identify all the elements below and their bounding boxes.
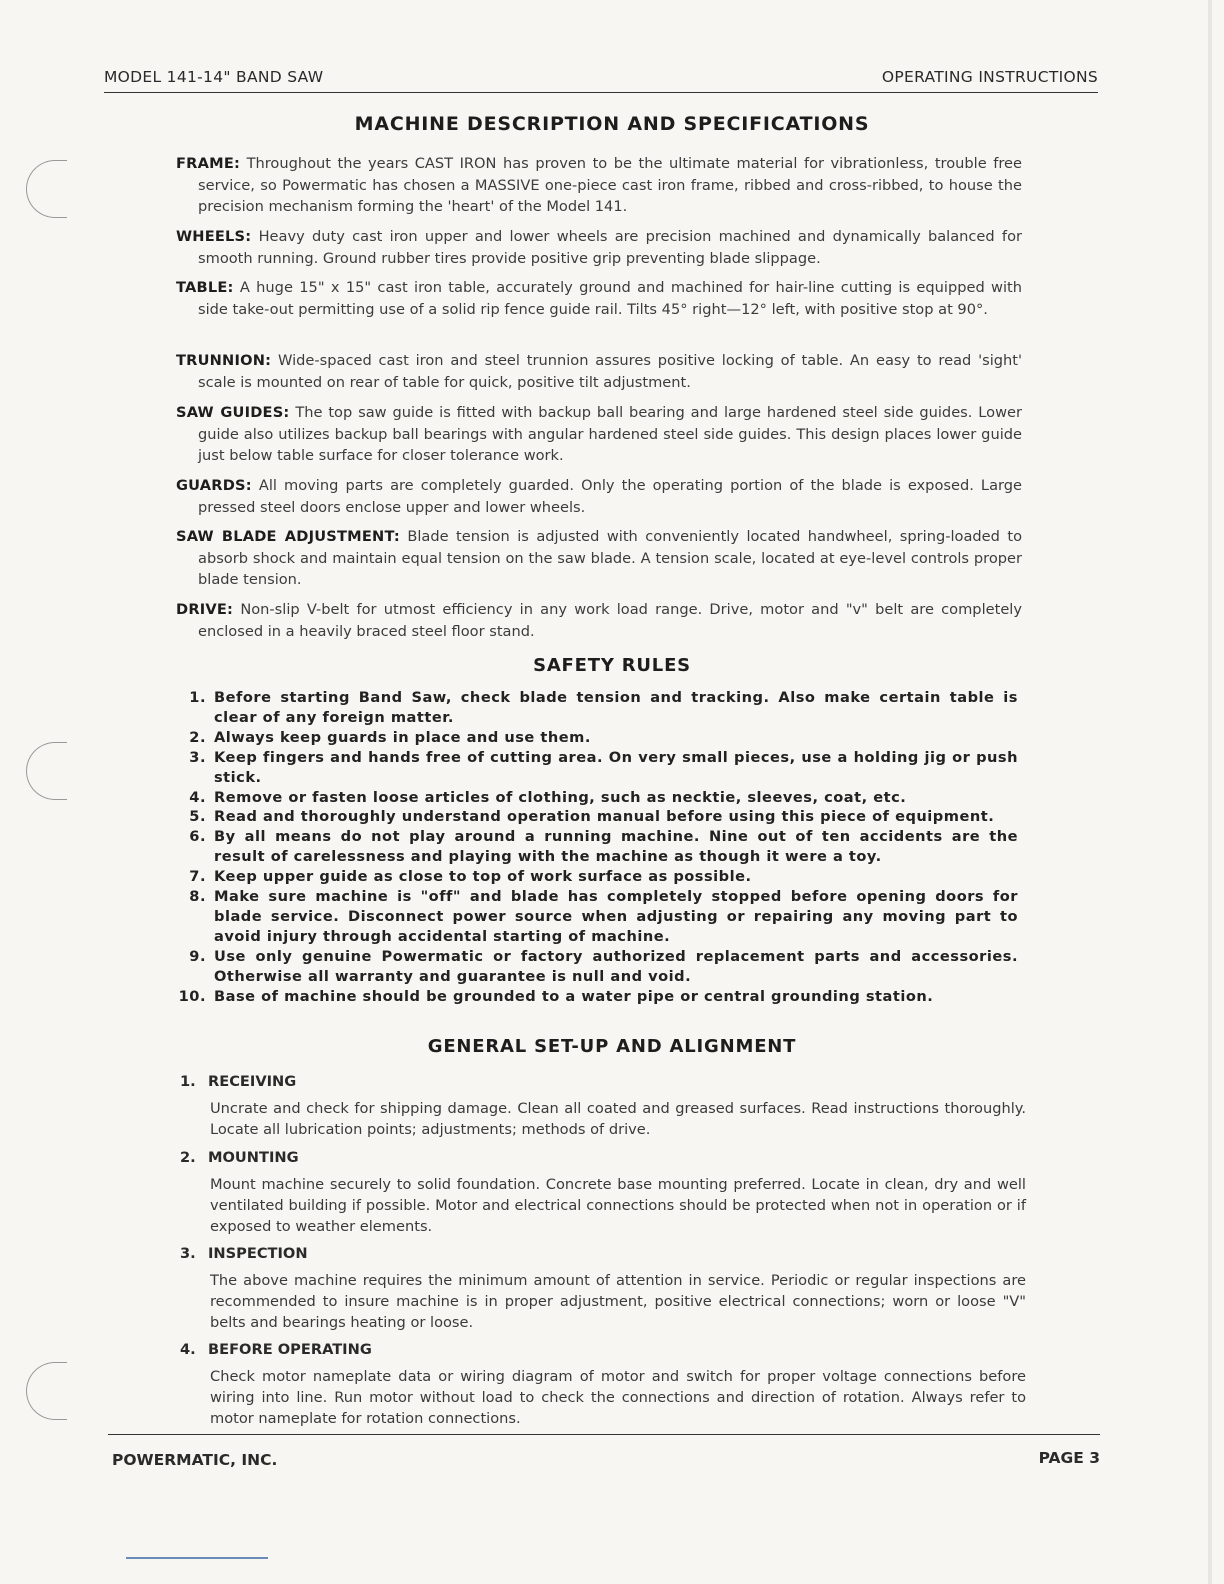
setup-inspection: 3. INSPECTION The above machine requires the minimum amount of attention in service. Periodic or regular inspections are recommended to insure machine is in proper adjustment, positive electrical connections; worn or loose "V" belts and bearings heating or loose. [180,1245,1026,1331]
safety-rules-heading: SAFETY RULES [533,655,691,676]
punch-hole [26,160,67,218]
punch-hole [26,1362,67,1420]
safety-rule: 2. Always keep guards in place and use them. [189,728,591,746]
safety-rule: 10. Base of machine should be grounded to a water pipe or central grounding station. [178,987,934,1005]
spec-wheels: WHEELS: Heavy duty cast iron upper and lower wheels are precision machined and dynamically balanced for smooth running. Ground rubber tires provide positive grip preventing blade slippage. [176,228,1022,267]
setup-receiving: 1. RECEIVING Uncrate and check for shipping damage. Clean all coated and greased surfaces. Read instructions thoroughly. Locate all lubrication points; adjustments; methods of drive. [180,1073,1026,1138]
setup-mounting: 2. MOUNTING Mount machine securely to solid foundation. Concrete base mounting preferred. Locate in clean, dry and well ventilated building if possible. Motor and electrical connections should be protected when not in operation or if exposed to weather elements. [180,1149,1026,1235]
safety-rule: 7. Keep upper guide as close to top of work surface as possible. [189,868,752,886]
spec-blade-adjustment: SAW BLADE ADJUSTMENT: Blade tension is adjusted with conveniently located handwheel, spring-loaded to absorb shock and maintain equal tension on the saw blade. A tension scale, located at eye-level controls proper blade tension. [176,528,1022,588]
setup-before-operating: 4. BEFORE OPERATING Check motor nameplate data or wiring diagram of motor and switch for proper voltage connections before wiring into line. Run motor without load to check the connections and direction of rotation. Always refer to motor nameplate for rotation connections. [180,1341,1026,1427]
safety-rule: 3. Keep fingers and hands free of cutting area. On very small pieces, use a holding jig or push stick. [189,748,1018,786]
machine-description-heading: MACHINE DESCRIPTION AND SPECIFICATIONS [354,113,870,135]
punch-hole [26,742,67,800]
spec-table: TABLE: A huge 15" x 15" cast iron table, accurately ground and machined for hair-line cutting is equipped with side take-out permitting use of a solid rip fence guide rail. Tilts 45° right—12° left, with positive stop at 90°. [176,279,1022,318]
safety-rules-list [168,688,1018,1007]
model-title: MODEL 141-14" BAND SAW [104,68,324,86]
safety-rule: 5. Read and thoroughly understand operation manual before using this piece of equipment. [189,808,995,826]
spec-guards: GUARDS: All moving parts are completely guarded. Only the operating portion of the blade is exposed. Large pressed steel doors enclose upper and lower wheels. [176,477,1022,516]
spec-drive: DRIVE: Non-slip V-belt for utmost efficiency in any work load range. Drive, motor and "v" belt are completely enclosed in a heavily braced steel floor stand. [176,601,1022,640]
scan-line [126,1557,268,1559]
safety-rule: 9. Use only genuine Powermatic or factory authorized replacement parts and accessories. Otherwise all warranty and guarantee is null and void. [189,947,1018,985]
page-footer [108,1434,1100,1475]
spec-saw-guides: SAW GUIDES: The top saw guide is fitted with backup ball bearing and large hardened steel side guides. Lower guide also utilizes backup ball bearings with angular hardened steel side guides. This design places lower guide just below table surface for closer tolerance work. [176,404,1023,464]
section-title: OPERATING INSTRUCTIONS [881,68,1098,86]
setup-heading: GENERAL SET-UP AND ALIGNMENT [427,1036,797,1057]
safety-rule: 6. By all means do not play around a running machine. Nine out of ten accidents are the result of carelessness and playing with the machine as though it were a toy. [189,828,1018,866]
page-edge [1208,0,1212,1584]
safety-rule: 4. Remove or fasten loose articles of clothing, such as necktie, sleeves, coat, etc. [189,788,907,806]
spec-trunnion: TRUNNION: Wide-spaced cast iron and steel trunnion assures positive locking of table. An easy to read 'sight' scale is mounted on rear of table for quick, positive tilt adjustment. [176,352,1022,391]
safety-rule: 8. Make sure machine is "off" and blade has completely stopped before opening doors for blade service. Disconnect power source when adjusting or repairing any moving part to avoid injury through accidental starting of machine. [189,888,1018,945]
page-number: PAGE 3 [1038,1449,1100,1467]
safety-rule: 1. Before starting Band Saw, check blade tension and tracking. Also make certain table is clear of any foreign matter. [189,689,1018,726]
company-name: POWERMATIC, INC. [112,1451,278,1469]
spec-frame: FRAME: Throughout the years CAST IRON has proven to be the ultimate material for vibrationless, trouble free service, so Powermatic has chosen a MASSIVE one-piece cast iron frame, ribbed and cross-ribbed, to house the precision mechanism forming the 'heart' of the Model 141. [176,155,1022,215]
page-header [104,66,1098,93]
